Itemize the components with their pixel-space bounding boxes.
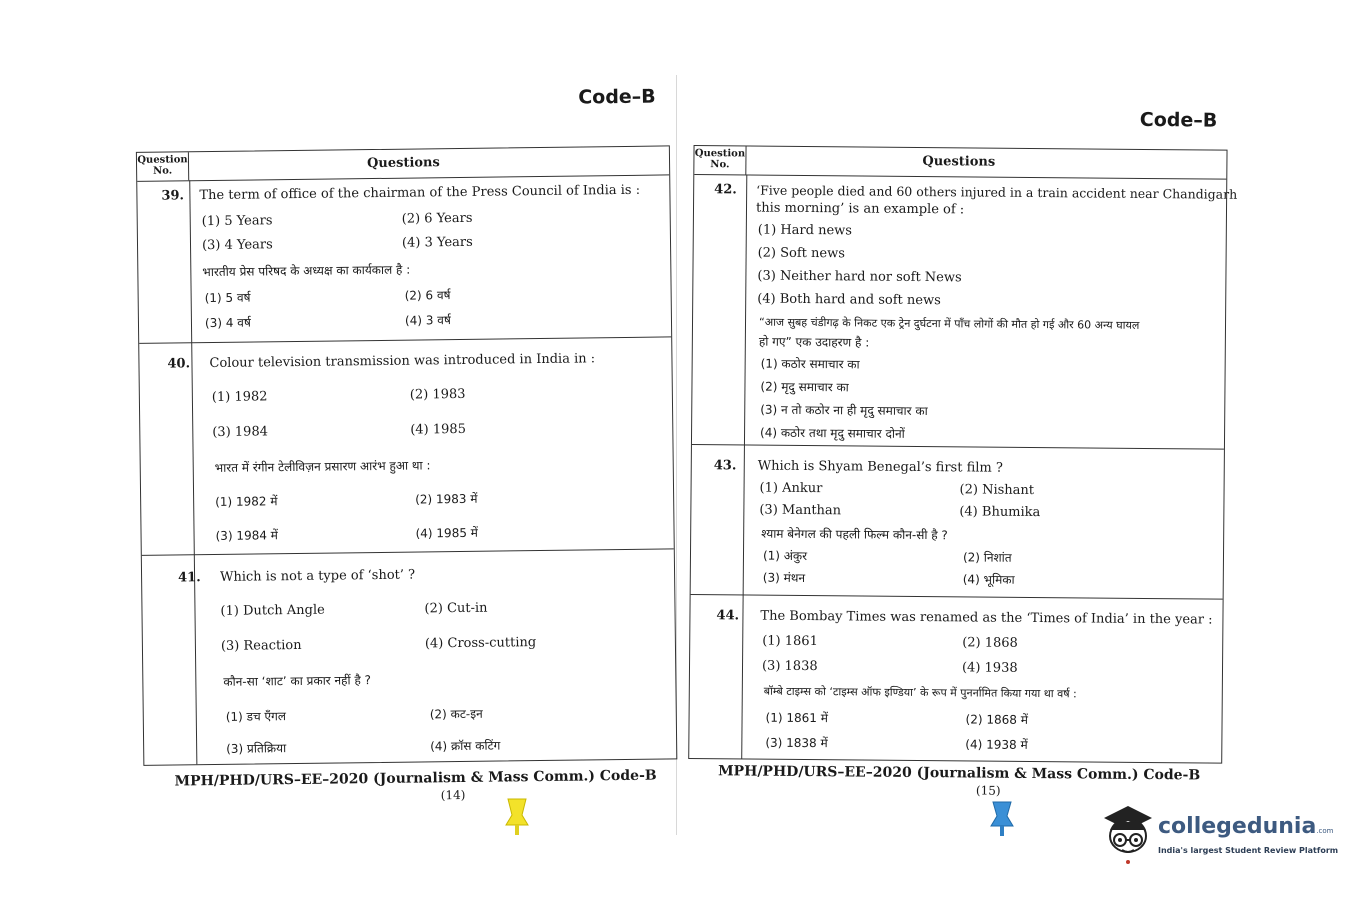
question-39-hindi-option-3: (3) 4 वर्ष [204, 315, 251, 331]
question-40-option-4: (4) 1985 [410, 421, 467, 438]
left-code-label: Code–B [578, 85, 656, 109]
question-44-hindi-text: बॉम्बे टाइम्स को ‘टाइम्स ऑफ इण्डिया’ के रूप में पुनर्नामित किया गया था वर्ष : [763, 684, 1077, 701]
question-42-option-1: (1) Hard news [757, 222, 853, 239]
row-separator [142, 548, 674, 555]
questions-header: Questions [922, 154, 996, 170]
question-39-hindi-option-4: (4) 3 वर्ष [404, 313, 451, 328]
question-39-option-2: (2) 6 Years [401, 210, 473, 227]
yellow-pushpin-icon [500, 795, 534, 837]
question-41-number: 41. [177, 570, 201, 586]
question-40-option-3: (3) 1984 [212, 424, 269, 441]
question-44-text: The Bombay Times was renamed as the ‘Times of India’ in the year : [760, 608, 1213, 628]
question-39-option-4: (4) 3 Years [401, 234, 473, 251]
questions-header: Questions [366, 155, 440, 172]
row-separator [692, 444, 1224, 450]
left-footer: MPH/PHD/URS–EE–2020 (Journalism & Mass Comm.) Code-B [174, 767, 657, 790]
question-no-header: Question No. [137, 152, 189, 181]
question-41-hindi-option-4: (4) क्रॉस कटिंग [430, 738, 501, 754]
question-44-option-4: (4) 1938 [961, 660, 1018, 676]
question-40-hindi-option-1: (1) 1982 में [215, 494, 278, 509]
question-42-hindi-line-2: हो गए” एक उदाहरण है : [758, 334, 870, 350]
question-41-hindi-option-2: (2) कट-इन [429, 706, 483, 722]
question-40-hindi-option-3: (3) 1984 में [215, 528, 279, 543]
column-divider [189, 180, 197, 764]
question-41-option-1: (1) Dutch Angle [220, 602, 325, 619]
right-page-number: (15) [975, 783, 1001, 798]
question-42-option-3: (3) Neither hard nor soft News [757, 268, 962, 286]
question-39-text: The term of office of the chairman of the Press Council of India is : [199, 182, 641, 204]
question-43-option-1: (1) Ankur [759, 480, 823, 497]
question-40-text: Colour television transmission was introduced in India in : [209, 351, 596, 372]
watermark-brand-suffix: .com [1316, 827, 1334, 835]
question-43-option-2: (2) Nishant [959, 482, 1035, 498]
question-41-text: Which is not a type of ‘shot’ ? [219, 567, 416, 585]
question-39-option-1: (1) 5 Years [201, 213, 273, 230]
question-43-hindi-option-4: (4) भूमिका [962, 572, 1015, 587]
right-code-label: Code–B [1139, 108, 1218, 132]
right-footer: MPH/PHD/URS–EE–2020 (Journalism & Mass Comm.) Code-B [718, 763, 1201, 784]
left-question-table [136, 145, 677, 765]
question-41-hindi-option-3: (3) प्रतिक्रिया [226, 741, 287, 756]
mascot-logo-icon [1098, 800, 1158, 866]
table-header [137, 146, 669, 181]
question-41-hindi-option-1: (1) डच ऍंगल [225, 709, 287, 724]
question-43-hindi-option-1: (1) अंकुर [762, 548, 808, 564]
question-44-hindi-option-1: (1) 1861 में [765, 710, 828, 726]
question-41-option-2: (2) Cut-in [424, 600, 488, 617]
question-42-hindi-option-4: (4) कठोर तथा मृदु समाचार दोनों [759, 425, 905, 441]
question-40-option-1: (1) 1982 [211, 389, 268, 406]
row-separator [139, 336, 671, 343]
column-divider [741, 174, 747, 758]
question-43-option-3: (3) Manthan [759, 502, 842, 519]
question-42-text-line-1: ‘Five people died and 60 others injured in a train accident near Chandigarh [756, 182, 1238, 202]
question-43-hindi-option-2: (2) निशांत [962, 550, 1012, 565]
question-no-header: Question No. [694, 146, 746, 174]
question-44-number: 44. [716, 608, 740, 624]
question-40-number: 40. [167, 356, 191, 372]
question-42-text-line-2: this morning’ is an example of : [755, 200, 965, 218]
question-42-hindi-line-1: “आज सुबह चंडीगढ़ के निकट एक ट्रेन दुर्घटना में पाँच लोगों की मौत हो गई और 60 अन्य घायल [758, 315, 1140, 332]
question-39-hindi-option-1: (1) 5 वर्ष [204, 290, 251, 306]
question-42-hindi-option-2: (2) मृदु समाचार का [760, 379, 849, 395]
question-41-option-4: (4) Cross-cutting [424, 635, 537, 652]
watermark-brand: collegedunia.com [1158, 814, 1334, 839]
right-question-table [688, 145, 1238, 764]
left-page [130, 73, 689, 810]
question-41-hindi-text: कौन-सा ‘शाट’ का प्रकार नहीं है ? [223, 673, 372, 689]
question-44-option-3: (3) 1838 [761, 658, 818, 675]
watermark-tagline: India's largest Student Review Platform [1158, 846, 1339, 855]
question-42-hindi-option-3: (3) न तो कठोर ना ही मृदु समाचार का [760, 402, 928, 419]
question-43-number: 43. [713, 458, 737, 474]
question-44-hindi-option-4: (4) 1938 में [965, 737, 1028, 752]
question-44-hindi-option-3: (3) 1838 में [765, 735, 828, 751]
question-43-hindi-option-3: (3) मंथन [762, 570, 806, 586]
question-40-option-2: (2) 1983 [409, 386, 466, 403]
question-43-option-4: (4) Bhumika [959, 504, 1041, 521]
right-page [686, 95, 1237, 820]
question-44-hindi-option-2: (2) 1868 में [965, 712, 1028, 727]
question-42-option-4: (4) Both hard and soft news [757, 291, 941, 309]
question-39-hindi-option-2: (2) 6 वर्ष [404, 288, 451, 303]
question-42-hindi-option-1: (1) कठोर समाचार का [760, 356, 860, 372]
question-40-hindi-text: भारत में रंगीन टेलीविज़न प्रसारण आरंभ हुआ था : [214, 458, 431, 475]
row-separator [691, 594, 1223, 600]
collegedunia-watermark [1098, 800, 1338, 870]
question-40-hindi-option-2: (2) 1983 में [415, 491, 478, 507]
left-page-number: (14) [440, 787, 466, 803]
question-44-option-2: (2) 1868 [962, 635, 1018, 651]
question-39-hindi-text: भारतीय प्रेस परिषद के अध्यक्ष का कार्यकाल है : [202, 262, 411, 280]
question-39-option-3: (3) 4 Years [201, 237, 273, 254]
table-header [694, 146, 1226, 180]
question-41-option-3: (3) Reaction [220, 637, 302, 654]
question-43-hindi-text: श्याम बेनेगल की पहली फिल्म कौन-सी है ? [761, 526, 948, 543]
question-40-hindi-option-4: (4) 1985 में [415, 525, 478, 541]
blue-pushpin-icon [985, 798, 1019, 838]
question-44-option-1: (1) 1861 [762, 633, 818, 650]
question-39-number: 39. [161, 188, 185, 204]
question-42-option-2: (2) Soft news [757, 245, 845, 262]
question-42-number: 42. [714, 182, 737, 198]
question-43-text: Which is Shyam Benegal’s first film ? [757, 458, 1003, 476]
